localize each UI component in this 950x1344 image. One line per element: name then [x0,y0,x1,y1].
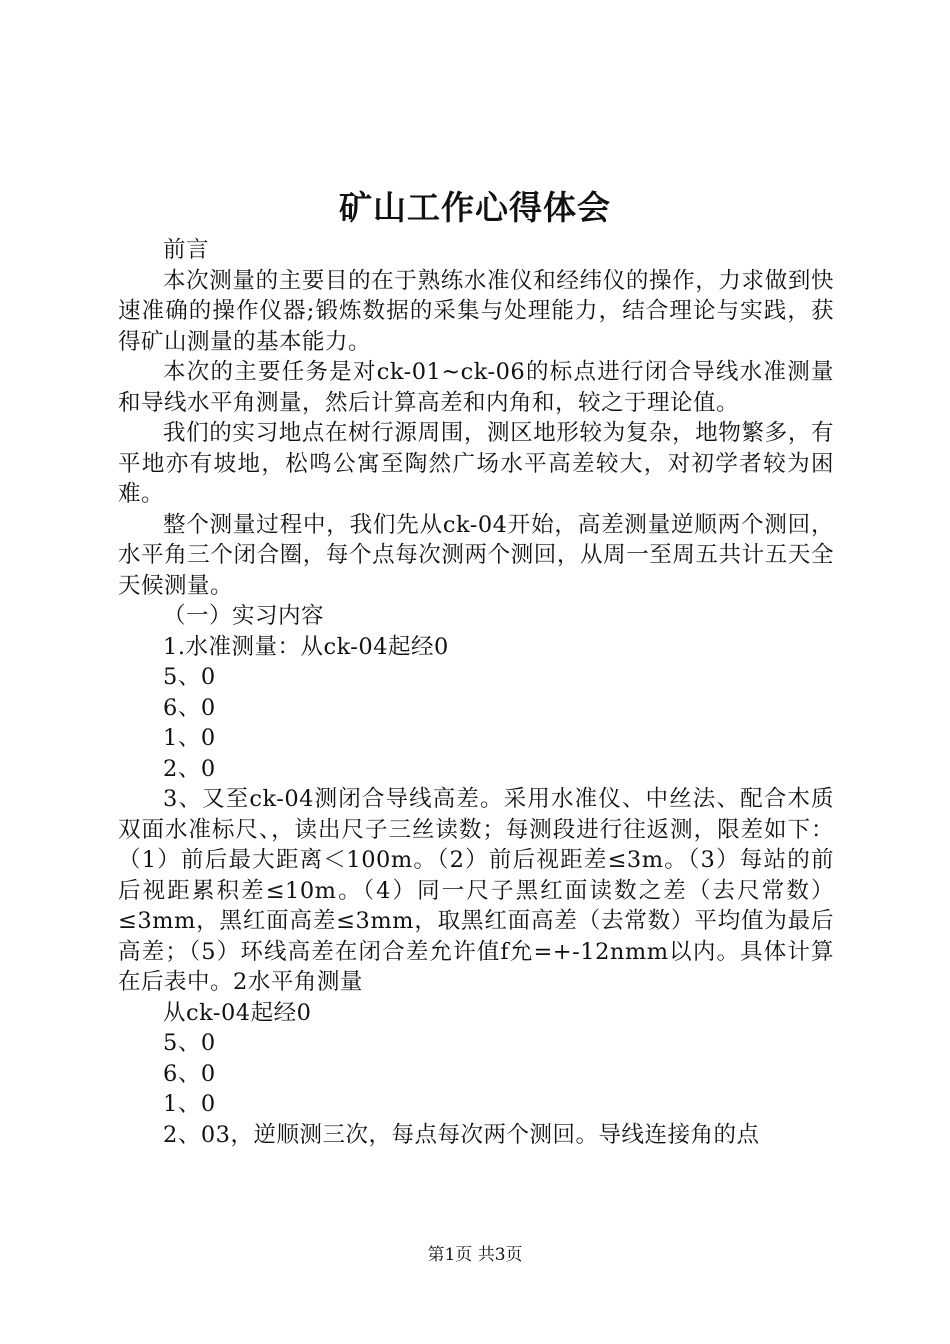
section-heading-content: （一）实习内容 [163,603,325,629]
list-item: 5、0 [163,1030,216,1056]
paragraph-location: 我们的实习地点在树行源周围，测区地形较为复杂，地物繁多，有平地亦有坡地，松鸣公寓至陶然广场水平高差较大，对初学者较为困难。 [118,420,834,507]
list-item: 2、0 [163,755,216,782]
paragraph-task: 本次的主要任务是对ck-01~ck-06的标点进行闭合导线水准测量和导线水平角测量，然后计算高差和内角和，较之于理论值。 [118,359,834,416]
list-item: 6、0 [163,694,216,721]
list-item: 1、0 [163,725,216,751]
list-item: 从ck-04起经0 [163,999,312,1026]
list-item: 1.水准测量：从ck-04起经0 [163,633,449,660]
list-item: 2、03，逆顺测三次，每点每次两个测回。导线连接角的点 [163,1121,760,1148]
document-body [118,235,834,1150]
paragraph-purpose: 本次测量的主要目的在于熟练水准仪和经纬仪的操作，力求做到快速准确的操作仪器;锻炼数据的采集与处理能力，结合理论与实践，获得矿山测量的基本能力。 [118,267,834,355]
heading-preface: 前言 [163,237,210,263]
paragraph-leveling-method: 3、又至ck-04测闭合导线高差。采用水准仪、中丝法、配合木质双面水准标尺、，读出尺子三丝读数；每测段进行往返测，限差如下：（1）前后最大距离＜100m。（2）前后视距差≤3m。（3）每站的前后视距累积差≤10m。（4）同一尺子黑红面读数之差（去尺常数）≤3mm，黑红面高差≤3mm，取黑红面高差（去常数）平均值为最后高差；（5）环线高差在闭合差允许值f允=+-12nmm以内。具体计算在后表中。2水平角测量 [118,786,834,995]
list-item: 5、0 [163,664,216,690]
list-item: 1、0 [163,1091,216,1117]
list-item: 6、0 [163,1060,216,1087]
page-number-footer: 第1页 共3页 [427,1245,523,1265]
document-title: 矿山工作心得体会 [339,188,611,227]
paragraph-process: 整个测量过程中，我们先从ck-04开始，高差测量逆顺两个测回，水平角三个闭合圈，每个点每次测两个测回，从周一至周五共计五天全天候测量。 [118,511,834,599]
